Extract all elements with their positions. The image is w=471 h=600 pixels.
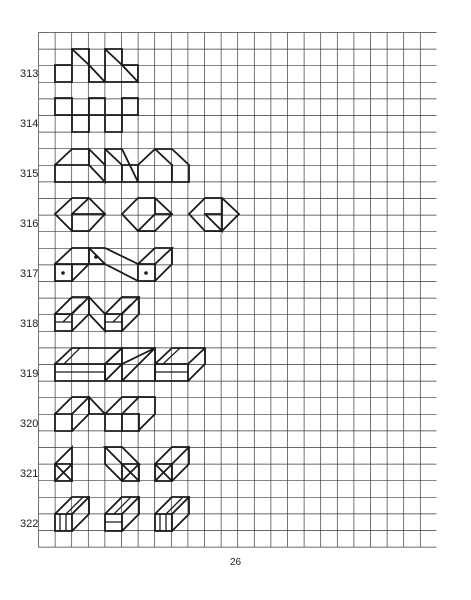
figure-318 [55, 297, 139, 331]
row-label-320: 320 [20, 418, 39, 430]
row-label-321: 321 [20, 468, 39, 480]
row-label-315: 315 [20, 168, 39, 180]
row-label-319: 319 [20, 368, 39, 380]
row-label-317: 317 [20, 268, 39, 280]
row-label-316: 316 [20, 218, 39, 230]
square-grid [39, 33, 437, 548]
row-label-322: 322 [20, 518, 39, 530]
page-number: 26 [229, 557, 242, 568]
figure-314 [55, 98, 138, 132]
row-label-313: 313 [20, 68, 39, 80]
row-label-318: 318 [20, 318, 39, 330]
figure-316 [55, 198, 239, 231]
row-label-314: 314 [20, 118, 39, 130]
